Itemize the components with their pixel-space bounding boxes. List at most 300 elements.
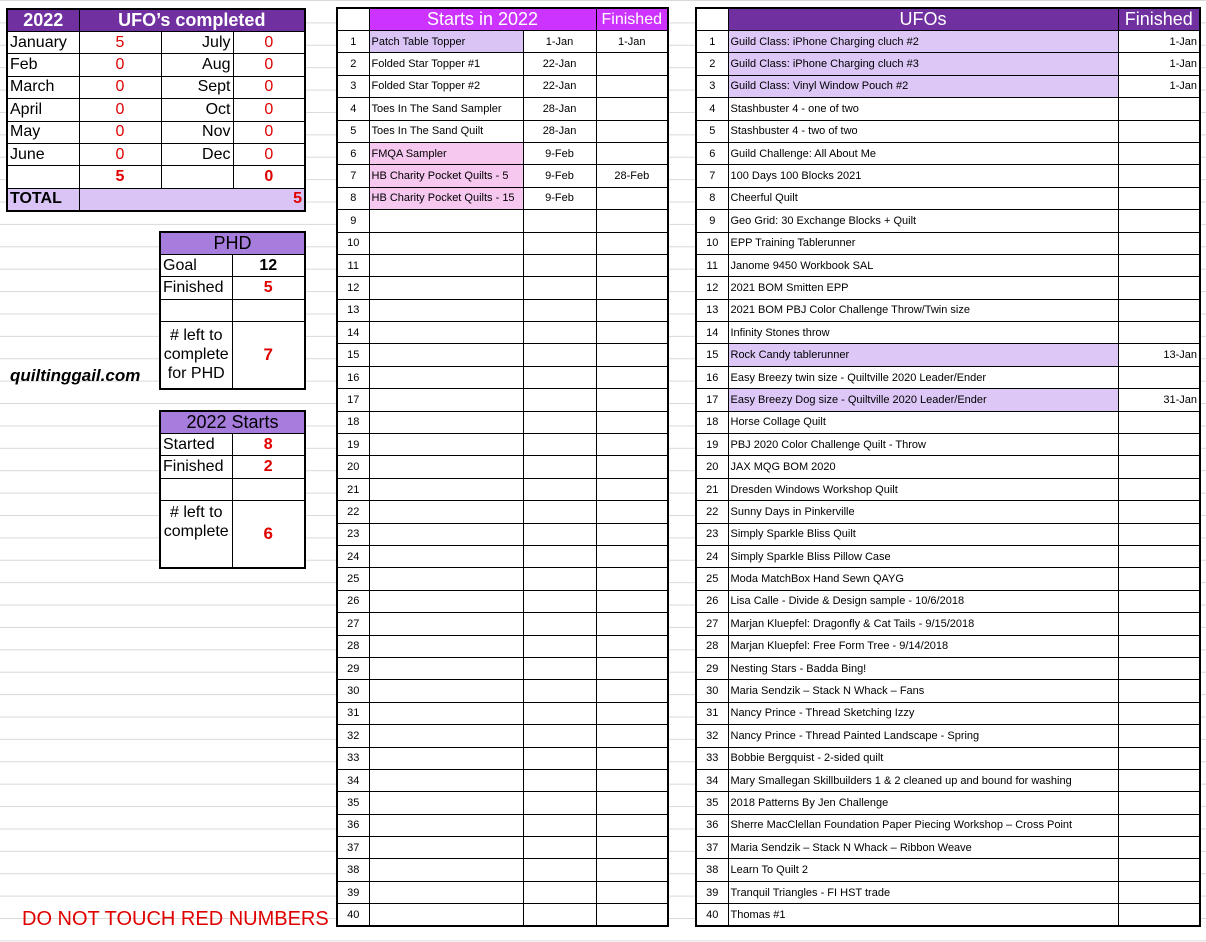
- ufo-project-name[interactable]: Maria Sendzik – Stack N Whack – Ribbon Weave: [728, 837, 1118, 859]
- row-number[interactable]: 1: [696, 31, 728, 53]
- row-number[interactable]: 12: [337, 277, 369, 299]
- year-cell[interactable]: 2022: [7, 9, 79, 32]
- start-date[interactable]: [523, 904, 596, 926]
- summary-title[interactable]: UFO’s completed: [79, 9, 305, 32]
- ufo-project-name[interactable]: Nesting Stars - Badda Bing!: [728, 657, 1118, 679]
- starts-header-blank[interactable]: [337, 8, 369, 31]
- row-number[interactable]: 33: [696, 747, 728, 769]
- start-date[interactable]: [523, 478, 596, 500]
- start-project-name[interactable]: [369, 725, 523, 747]
- row-number[interactable]: 26: [696, 590, 728, 612]
- start-project-name[interactable]: Toes In The Sand Sampler: [369, 98, 523, 120]
- ufo-finished-date[interactable]: [1118, 590, 1200, 612]
- start-project-name[interactable]: [369, 859, 523, 881]
- ufo-finished-date[interactable]: [1118, 501, 1200, 523]
- ufo-finished-header[interactable]: Finished: [1118, 8, 1200, 31]
- ufo-project-name[interactable]: Easy Breezy twin size - Quiltville 2020 Leader/Ender: [728, 366, 1118, 388]
- ufo-finished-date[interactable]: [1118, 769, 1200, 791]
- starts-blank-cell[interactable]: [160, 478, 232, 500]
- phd-finished-label[interactable]: Finished: [160, 277, 232, 299]
- start-date[interactable]: [523, 725, 596, 747]
- row-number[interactable]: 26: [337, 590, 369, 612]
- start-date[interactable]: 1-Jan: [523, 31, 596, 53]
- row-number[interactable]: 18: [337, 411, 369, 433]
- start-project-name[interactable]: [369, 613, 523, 635]
- start-project-name[interactable]: Folded Star Topper #1: [369, 53, 523, 75]
- ufo-project-name[interactable]: Tranquil Triangles - FI HST trade: [728, 881, 1118, 903]
- start-date[interactable]: [523, 680, 596, 702]
- start-finished-date[interactable]: [596, 680, 668, 702]
- ufo-finished-date[interactable]: [1118, 120, 1200, 142]
- start-date[interactable]: [523, 366, 596, 388]
- row-number[interactable]: 22: [696, 501, 728, 523]
- row-number[interactable]: 20: [337, 456, 369, 478]
- start-finished-date[interactable]: [596, 232, 668, 254]
- ufo-finished-date[interactable]: [1118, 747, 1200, 769]
- month-name-left[interactable]: March: [7, 76, 79, 98]
- starts-finished-header[interactable]: Finished: [596, 8, 668, 31]
- start-date[interactable]: 22-Jan: [523, 53, 596, 75]
- month-name-left[interactable]: May: [7, 121, 79, 143]
- row-number[interactable]: 35: [696, 792, 728, 814]
- start-project-name[interactable]: HB Charity Pocket Quilts - 5: [369, 165, 523, 187]
- row-number[interactable]: 25: [337, 568, 369, 590]
- phd-left-value[interactable]: 7: [232, 322, 305, 389]
- month-value-right[interactable]: 0: [233, 99, 305, 121]
- ufo-finished-date[interactable]: [1118, 187, 1200, 209]
- started-label[interactable]: Started: [160, 434, 232, 456]
- start-project-name[interactable]: [369, 411, 523, 433]
- start-finished-date[interactable]: [596, 344, 668, 366]
- start-finished-date[interactable]: [596, 120, 668, 142]
- start-date[interactable]: [523, 792, 596, 814]
- row-number[interactable]: 17: [337, 389, 369, 411]
- total-label[interactable]: TOTAL: [7, 188, 79, 210]
- row-number[interactable]: 4: [696, 98, 728, 120]
- start-project-name[interactable]: [369, 344, 523, 366]
- ufo-finished-date[interactable]: [1118, 277, 1200, 299]
- ufo-project-name[interactable]: Guild Challenge: All About Me: [728, 142, 1118, 164]
- ufo-project-name[interactable]: Sherre MacClellan Foundation Paper Piecing Workshop – Cross Point: [728, 814, 1118, 836]
- starts-finished-label[interactable]: Finished: [160, 456, 232, 478]
- start-project-name[interactable]: [369, 210, 523, 232]
- ufo-project-name[interactable]: Lisa Calle - Divide & Design sample - 10/6/2018: [728, 590, 1118, 612]
- start-date[interactable]: 9-Feb: [523, 142, 596, 164]
- ufo-project-name[interactable]: Maria Sendzik – Stack N Whack – Fans: [728, 680, 1118, 702]
- start-date[interactable]: [523, 523, 596, 545]
- row-number[interactable]: 29: [696, 657, 728, 679]
- month-value-right[interactable]: 0: [233, 54, 305, 76]
- ufo-project-name[interactable]: Infinity Stones throw: [728, 322, 1118, 344]
- start-date[interactable]: [523, 254, 596, 276]
- start-date[interactable]: 9-Feb: [523, 187, 596, 209]
- row-number[interactable]: 7: [337, 165, 369, 187]
- row-number[interactable]: 16: [696, 366, 728, 388]
- ufo-finished-date[interactable]: [1118, 792, 1200, 814]
- row-number[interactable]: 14: [696, 322, 728, 344]
- start-date[interactable]: [523, 501, 596, 523]
- start-date[interactable]: [523, 769, 596, 791]
- ufo-finished-date[interactable]: [1118, 165, 1200, 187]
- row-number[interactable]: 24: [337, 545, 369, 567]
- starts-blank-cell[interactable]: [232, 478, 305, 500]
- subtotal-right[interactable]: 0: [233, 166, 305, 188]
- row-number[interactable]: 1: [337, 31, 369, 53]
- ufo-finished-date[interactable]: [1118, 254, 1200, 276]
- row-number[interactable]: 19: [696, 434, 728, 456]
- row-number[interactable]: 10: [337, 232, 369, 254]
- start-project-name[interactable]: [369, 635, 523, 657]
- month-value-left[interactable]: 5: [79, 32, 161, 54]
- start-project-name[interactable]: [369, 590, 523, 612]
- subtotal-left[interactable]: 5: [79, 166, 161, 188]
- ufo-finished-date[interactable]: 13-Jan: [1118, 344, 1200, 366]
- start-finished-date[interactable]: [596, 299, 668, 321]
- phd-finished-value[interactable]: 5: [232, 277, 305, 299]
- start-project-name[interactable]: [369, 657, 523, 679]
- start-finished-date[interactable]: [596, 277, 668, 299]
- start-finished-date[interactable]: [596, 523, 668, 545]
- start-project-name[interactable]: [369, 814, 523, 836]
- start-date[interactable]: [523, 814, 596, 836]
- started-value[interactable]: 8: [232, 434, 305, 456]
- start-finished-date[interactable]: [596, 366, 668, 388]
- start-project-name[interactable]: [369, 904, 523, 926]
- ufo-finished-date[interactable]: [1118, 837, 1200, 859]
- ufo-project-name[interactable]: Stashbuster 4 - one of two: [728, 98, 1118, 120]
- start-date[interactable]: [523, 747, 596, 769]
- month-name-right[interactable]: Aug: [161, 54, 233, 76]
- ufo-project-name[interactable]: Marjan Kluepfel: Dragonfly & Cat Tails - 9/15/2018: [728, 613, 1118, 635]
- row-number[interactable]: 6: [337, 142, 369, 164]
- month-name-left[interactable]: Feb: [7, 54, 79, 76]
- row-number[interactable]: 5: [696, 120, 728, 142]
- row-number[interactable]: 4: [337, 98, 369, 120]
- ufo-finished-date[interactable]: 1-Jan: [1118, 75, 1200, 97]
- start-finished-date[interactable]: [596, 501, 668, 523]
- ufo-finished-date[interactable]: [1118, 814, 1200, 836]
- ufo-finished-date[interactable]: [1118, 635, 1200, 657]
- subtotal-blank-cell[interactable]: [7, 166, 79, 188]
- start-date[interactable]: [523, 232, 596, 254]
- row-number[interactable]: 36: [696, 814, 728, 836]
- row-number[interactable]: 21: [337, 478, 369, 500]
- start-finished-date[interactable]: [596, 254, 668, 276]
- ufo-project-name[interactable]: Simply Sparkle Bliss Quilt: [728, 523, 1118, 545]
- row-number[interactable]: 7: [696, 165, 728, 187]
- row-number[interactable]: 8: [696, 187, 728, 209]
- row-number[interactable]: 9: [337, 210, 369, 232]
- start-finished-date[interactable]: [596, 837, 668, 859]
- ufo-finished-date[interactable]: [1118, 366, 1200, 388]
- start-project-name[interactable]: Patch Table Topper: [369, 31, 523, 53]
- ufo-project-name[interactable]: Sunny Days in Pinkerville: [728, 501, 1118, 523]
- start-finished-date[interactable]: 1-Jan: [596, 31, 668, 53]
- start-project-name[interactable]: [369, 702, 523, 724]
- row-number[interactable]: 9: [696, 210, 728, 232]
- row-number[interactable]: 15: [696, 344, 728, 366]
- row-number[interactable]: 32: [337, 725, 369, 747]
- start-project-name[interactable]: HB Charity Pocket Quilts - 15: [369, 187, 523, 209]
- start-date[interactable]: [523, 434, 596, 456]
- month-name-left[interactable]: April: [7, 99, 79, 121]
- start-date[interactable]: [523, 568, 596, 590]
- ufo-finished-date[interactable]: [1118, 478, 1200, 500]
- row-number[interactable]: 34: [696, 769, 728, 791]
- row-number[interactable]: 18: [696, 411, 728, 433]
- start-finished-date[interactable]: [596, 657, 668, 679]
- ufo-project-name[interactable]: Mary Smallegan Skillbuilders 1 & 2 cleaned up and bound for washing: [728, 769, 1118, 791]
- start-finished-date[interactable]: [596, 478, 668, 500]
- month-value-right[interactable]: 0: [233, 121, 305, 143]
- start-date[interactable]: 9-Feb: [523, 165, 596, 187]
- start-project-name[interactable]: [369, 254, 523, 276]
- start-date[interactable]: [523, 344, 596, 366]
- row-number[interactable]: 31: [337, 702, 369, 724]
- ufo-finished-date[interactable]: [1118, 725, 1200, 747]
- ufo-project-name[interactable]: 2021 BOM Smitten EPP: [728, 277, 1118, 299]
- start-finished-date[interactable]: [596, 725, 668, 747]
- ufo-finished-date[interactable]: [1118, 523, 1200, 545]
- start-project-name[interactable]: Folded Star Topper #2: [369, 75, 523, 97]
- starts-finished-value[interactable]: 2: [232, 456, 305, 478]
- ufo-finished-date[interactable]: 1-Jan: [1118, 31, 1200, 53]
- start-project-name[interactable]: [369, 769, 523, 791]
- ufo-project-name[interactable]: Dresden Windows Workshop Quilt: [728, 478, 1118, 500]
- month-value-left[interactable]: 0: [79, 76, 161, 98]
- ufo-finished-date[interactable]: [1118, 657, 1200, 679]
- start-finished-date[interactable]: [596, 792, 668, 814]
- ufo-finished-date[interactable]: [1118, 142, 1200, 164]
- phd-title[interactable]: PHD: [160, 232, 305, 255]
- start-date[interactable]: [523, 322, 596, 344]
- start-date[interactable]: [523, 635, 596, 657]
- start-date[interactable]: [523, 299, 596, 321]
- start-finished-date[interactable]: [596, 814, 668, 836]
- ufo-project-name[interactable]: Nancy Prince - Thread Painted Landscape - Spring: [728, 725, 1118, 747]
- start-date[interactable]: 28-Jan: [523, 98, 596, 120]
- ufo-finished-date[interactable]: [1118, 881, 1200, 903]
- starts-left-label[interactable]: # left to complete: [160, 501, 232, 568]
- row-number[interactable]: 31: [696, 702, 728, 724]
- row-number[interactable]: 30: [696, 680, 728, 702]
- start-project-name[interactable]: [369, 478, 523, 500]
- start-date[interactable]: [523, 411, 596, 433]
- row-number[interactable]: 32: [696, 725, 728, 747]
- row-number[interactable]: 29: [337, 657, 369, 679]
- row-number[interactable]: 2: [337, 53, 369, 75]
- start-project-name[interactable]: [369, 747, 523, 769]
- ufo-finished-date[interactable]: [1118, 434, 1200, 456]
- phd-goal-value[interactable]: 12: [232, 255, 305, 277]
- start-finished-date[interactable]: [596, 613, 668, 635]
- start-date[interactable]: [523, 389, 596, 411]
- month-value-right[interactable]: 0: [233, 32, 305, 54]
- row-number[interactable]: 19: [337, 434, 369, 456]
- ufo-project-name[interactable]: Cheerful Quilt: [728, 187, 1118, 209]
- row-number[interactable]: 38: [337, 859, 369, 881]
- start-date[interactable]: [523, 881, 596, 903]
- start-project-name[interactable]: [369, 881, 523, 903]
- start-finished-date[interactable]: [596, 322, 668, 344]
- month-name-left[interactable]: January: [7, 32, 79, 54]
- row-number[interactable]: 11: [337, 254, 369, 276]
- start-date[interactable]: 28-Jan: [523, 120, 596, 142]
- start-finished-date[interactable]: [596, 187, 668, 209]
- phd-goal-label[interactable]: Goal: [160, 255, 232, 277]
- row-number[interactable]: 6: [696, 142, 728, 164]
- ufo-finished-date[interactable]: [1118, 702, 1200, 724]
- row-number[interactable]: 13: [696, 299, 728, 321]
- start-finished-date[interactable]: [596, 53, 668, 75]
- start-project-name[interactable]: Toes In The Sand Quilt: [369, 120, 523, 142]
- ufo-finished-date[interactable]: [1118, 545, 1200, 567]
- start-finished-date[interactable]: [596, 210, 668, 232]
- start-date[interactable]: [523, 613, 596, 635]
- start-date[interactable]: [523, 456, 596, 478]
- month-name-right[interactable]: Dec: [161, 143, 233, 165]
- row-number[interactable]: 20: [696, 456, 728, 478]
- month-value-left[interactable]: 0: [79, 54, 161, 76]
- start-project-name[interactable]: [369, 501, 523, 523]
- ufo-project-name[interactable]: Guild Class: iPhone Charging cluch #3: [728, 53, 1118, 75]
- row-number[interactable]: 22: [337, 501, 369, 523]
- row-number[interactable]: 16: [337, 366, 369, 388]
- ufo-finished-date[interactable]: [1118, 210, 1200, 232]
- month-value-left[interactable]: 0: [79, 143, 161, 165]
- ufo-header-blank[interactable]: [696, 8, 728, 31]
- ufo-finished-date[interactable]: [1118, 322, 1200, 344]
- ufo-finished-date[interactable]: 1-Jan: [1118, 53, 1200, 75]
- month-name-right[interactable]: Sept: [161, 76, 233, 98]
- start-finished-date[interactable]: [596, 568, 668, 590]
- phd-blank-cell[interactable]: [232, 299, 305, 321]
- row-number[interactable]: 34: [337, 769, 369, 791]
- row-number[interactable]: 2: [696, 53, 728, 75]
- start-project-name[interactable]: [369, 456, 523, 478]
- row-number[interactable]: 21: [696, 478, 728, 500]
- row-number[interactable]: 38: [696, 859, 728, 881]
- row-number[interactable]: 39: [696, 881, 728, 903]
- start-finished-date[interactable]: [596, 702, 668, 724]
- row-number[interactable]: 28: [337, 635, 369, 657]
- month-name-right[interactable]: July: [161, 32, 233, 54]
- month-name-right[interactable]: Nov: [161, 121, 233, 143]
- ufo-project-name[interactable]: PBJ 2020 Color Challenge Quilt - Throw: [728, 434, 1118, 456]
- ufo-project-name[interactable]: 2021 BOM PBJ Color Challenge Throw/Twin size: [728, 299, 1118, 321]
- ufo-finished-date[interactable]: [1118, 568, 1200, 590]
- start-finished-date[interactable]: [596, 590, 668, 612]
- start-finished-date[interactable]: [596, 904, 668, 926]
- month-name-right[interactable]: Oct: [161, 99, 233, 121]
- start-finished-date[interactable]: 28-Feb: [596, 165, 668, 187]
- ufo-project-name[interactable]: 2018 Patterns By Jen Challenge: [728, 792, 1118, 814]
- start-project-name[interactable]: [369, 389, 523, 411]
- row-number[interactable]: 8: [337, 187, 369, 209]
- ufo-project-name[interactable]: Geo Grid: 30 Exchange Blocks + Quilt: [728, 210, 1118, 232]
- row-number[interactable]: 27: [696, 613, 728, 635]
- row-number[interactable]: 36: [337, 814, 369, 836]
- subtotal-blank-cell[interactable]: [161, 166, 233, 188]
- start-project-name[interactable]: [369, 366, 523, 388]
- start-finished-date[interactable]: [596, 142, 668, 164]
- ufo-list-title[interactable]: UFOs: [728, 8, 1118, 31]
- month-value-left[interactable]: 0: [79, 121, 161, 143]
- month-value-left[interactable]: 0: [79, 99, 161, 121]
- ufo-project-name[interactable]: Janome 9450 Workbook SAL: [728, 254, 1118, 276]
- row-number[interactable]: 25: [696, 568, 728, 590]
- ufo-finished-date[interactable]: 31-Jan: [1118, 389, 1200, 411]
- ufo-finished-date[interactable]: [1118, 613, 1200, 635]
- start-date[interactable]: [523, 210, 596, 232]
- start-project-name[interactable]: [369, 232, 523, 254]
- row-number[interactable]: 30: [337, 680, 369, 702]
- ufo-project-name[interactable]: Bobbie Bergquist - 2-sided quilt: [728, 747, 1118, 769]
- ufo-finished-date[interactable]: [1118, 98, 1200, 120]
- row-number[interactable]: 12: [696, 277, 728, 299]
- row-number[interactable]: 3: [337, 75, 369, 97]
- starts-summary-title[interactable]: 2022 Starts: [160, 411, 305, 434]
- row-number[interactable]: 37: [696, 837, 728, 859]
- start-date[interactable]: [523, 859, 596, 881]
- start-finished-date[interactable]: [596, 747, 668, 769]
- ufo-project-name[interactable]: EPP Training Tablerunner: [728, 232, 1118, 254]
- start-project-name[interactable]: [369, 277, 523, 299]
- start-finished-date[interactable]: [596, 769, 668, 791]
- row-number[interactable]: 10: [696, 232, 728, 254]
- start-finished-date[interactable]: [596, 75, 668, 97]
- ufo-finished-date[interactable]: [1118, 904, 1200, 926]
- start-project-name[interactable]: [369, 434, 523, 456]
- row-number[interactable]: 14: [337, 322, 369, 344]
- start-finished-date[interactable]: [596, 411, 668, 433]
- start-date[interactable]: [523, 277, 596, 299]
- row-number[interactable]: 33: [337, 747, 369, 769]
- start-finished-date[interactable]: [596, 545, 668, 567]
- start-date[interactable]: [523, 545, 596, 567]
- row-number[interactable]: 17: [696, 389, 728, 411]
- start-project-name[interactable]: [369, 792, 523, 814]
- row-number[interactable]: 15: [337, 344, 369, 366]
- ufo-project-name[interactable]: Simply Sparkle Bliss Pillow Case: [728, 545, 1118, 567]
- ufo-project-name[interactable]: Guild Class: Vinyl Window Pouch #2: [728, 75, 1118, 97]
- start-finished-date[interactable]: [596, 98, 668, 120]
- month-name-left[interactable]: June: [7, 143, 79, 165]
- start-finished-date[interactable]: [596, 859, 668, 881]
- ufo-project-name[interactable]: Horse Collage Quilt: [728, 411, 1118, 433]
- month-value-right[interactable]: 0: [233, 76, 305, 98]
- row-number[interactable]: 39: [337, 881, 369, 903]
- row-number[interactable]: 5: [337, 120, 369, 142]
- start-project-name[interactable]: [369, 680, 523, 702]
- row-number[interactable]: 37: [337, 837, 369, 859]
- start-date[interactable]: 22-Jan: [523, 75, 596, 97]
- ufo-finished-date[interactable]: [1118, 411, 1200, 433]
- ufo-project-name[interactable]: Guild Class: iPhone Charging cluch #2: [728, 31, 1118, 53]
- row-number[interactable]: 40: [696, 904, 728, 926]
- row-number[interactable]: 13: [337, 299, 369, 321]
- ufo-finished-date[interactable]: [1118, 680, 1200, 702]
- start-date[interactable]: [523, 702, 596, 724]
- start-finished-date[interactable]: [596, 456, 668, 478]
- start-project-name[interactable]: [369, 545, 523, 567]
- ufo-project-name[interactable]: Learn To Quilt 2: [728, 859, 1118, 881]
- ufo-finished-date[interactable]: [1118, 456, 1200, 478]
- start-project-name[interactable]: [369, 837, 523, 859]
- start-project-name[interactable]: [369, 299, 523, 321]
- row-number[interactable]: 27: [337, 613, 369, 635]
- row-number[interactable]: 23: [337, 523, 369, 545]
